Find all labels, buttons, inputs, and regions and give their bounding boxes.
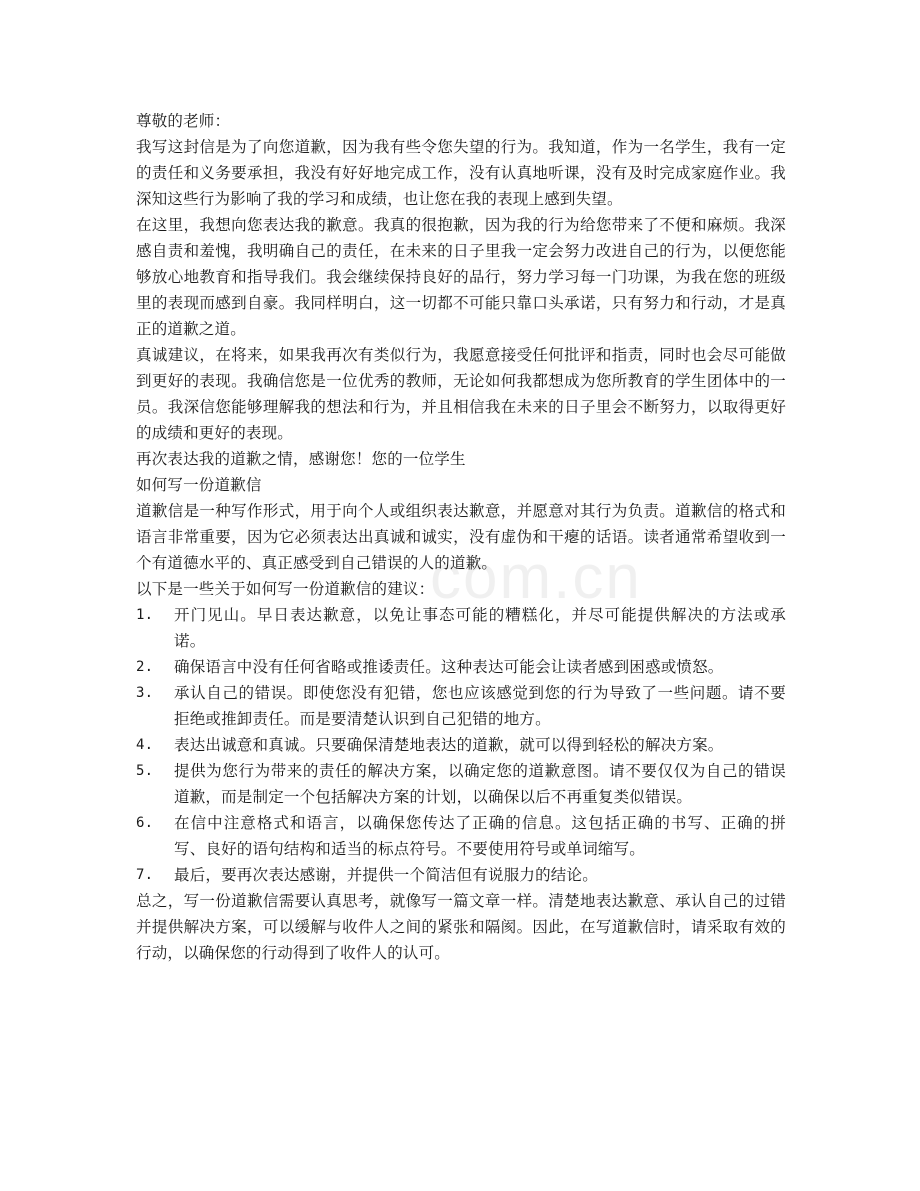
- list-text: 提供为您行为带来的责任的解决方案，以确定您的道歉意图。请不要仅仅为自己的错误道歉，而是制定一个包括解决方案的计划，以确保以后不再重复类似错误。: [174, 762, 786, 806]
- list-number: 7.: [136, 867, 154, 883]
- letter-closing: 再次表达我的道歉之情，感谢您！您的一位学生: [136, 450, 466, 468]
- list-item: [136, 732, 786, 758]
- letter-paragraph-1: 我写这封信是为了向您道歉，因为我有些令您失望的行为。我知道，作为一名学生，我有一定的责任和义务要承担，我没有好好地完成工作，没有认真地听课，没有及时完成家庭作业。我深知这些行为影响了我的学习和成绩，也让您在我的表现上感到失望。: [136, 138, 786, 208]
- guide-title: 如何写一份道歉信: [136, 476, 262, 494]
- list-item: [136, 654, 786, 680]
- watermark: com.cn: [430, 543, 642, 612]
- guide-intro: 道歉信是一种写作形式，用于向个人或组织表达歉意，并愿意对其行为负责。道歉信的格式和语言非常重要，因为它必须表达出真诚和诚实，没有虚伪和干瘪的话语。读者通常希望收到一个有道德水平的、真正感受到自己错误的人的道歉。: [136, 502, 786, 572]
- list-text: 表达出诚意和真诚。只要确保清楚地表达的道歉，就可以得到轻松的解决方案。: [174, 736, 724, 754]
- list-item: [136, 680, 786, 732]
- list-number: 5.: [136, 763, 154, 779]
- list-number: 2.: [136, 659, 154, 675]
- list-text: 最后，要再次表达感谢，并提供一个简洁但有说服力的结论。: [174, 866, 598, 884]
- letter-paragraph-2: 在这里，我想向您表达我的歉意。我真的很抱歉，因为我的行为给您带来了不便和麻烦。我深感自责和羞愧，我明确自己的责任，在未来的日子里我一定会努力改进自己的行为，以便您能够放心地教育和指导我们。我会继续保持良好的品行，努力学习每一门功课，为我在您的班级里的表现而感到自豪。我同样明白，这一切都不可能只靠口头承诺，只有努力和行动，才是真正的道歉之道。: [136, 216, 786, 338]
- list-number: 4.: [136, 737, 154, 753]
- list-text: 承认自己的错误。即使您没有犯错，您也应该感觉到您的行为导致了一些问题。请不要拒绝或推卸责任。而是要清楚认识到自己犯错的地方。: [174, 684, 786, 728]
- guide-lead: 以下是一些关于如何写一份道歉信的建议：: [136, 580, 435, 598]
- guide-conclusion: 总之，写一份道歉信需要认真思考，就像写一篇文章一样。清楚地表达歉意、承认自己的过错并提供解决方案，可以缓解与收件人之间的紧张和隔阂。因此，在写道歉信时，请采取有效的行动，以确保您的行动得到了收件人的认可。: [136, 892, 786, 962]
- list-number: 3.: [136, 685, 154, 701]
- list-number: 1.: [136, 607, 154, 623]
- letter-paragraph-3: 真诚建议，在将来，如果我再次有类似行为，我愿意接受任何批评和指责，同时也会尽可能做到更好的表现。我确信您是一位优秀的教师，无论如何我都想成为您所教育的学生团体中的一员。我深信您能够理解我的想法和行为，并且相信我在未来的日子里会不断努力，以取得更好的成绩和更好的表现。: [136, 346, 786, 442]
- list-text: 确保语言中没有任何省略或推诿责任。这种表达可能会让读者感到困惑或愤怒。: [174, 658, 724, 676]
- list-item: [136, 602, 786, 654]
- list-text: 开门见山。早日表达歉意，以免让事态可能的糟糕化，并尽可能提供解决的方法或承诺。: [174, 606, 786, 650]
- list-number: 6.: [136, 815, 154, 831]
- list-text: 在信中注意格式和语言，以确保您传达了正确的信息。这包括正确的书写、正确的拼写、良好的语句结构和适当的标点符号。不要使用符号或单词缩写。: [174, 814, 786, 858]
- list-item: [136, 862, 786, 888]
- list-item: [136, 810, 786, 862]
- document-body: [136, 108, 786, 966]
- salutation: 尊敬的老师：: [136, 112, 231, 130]
- list-item: [136, 758, 786, 810]
